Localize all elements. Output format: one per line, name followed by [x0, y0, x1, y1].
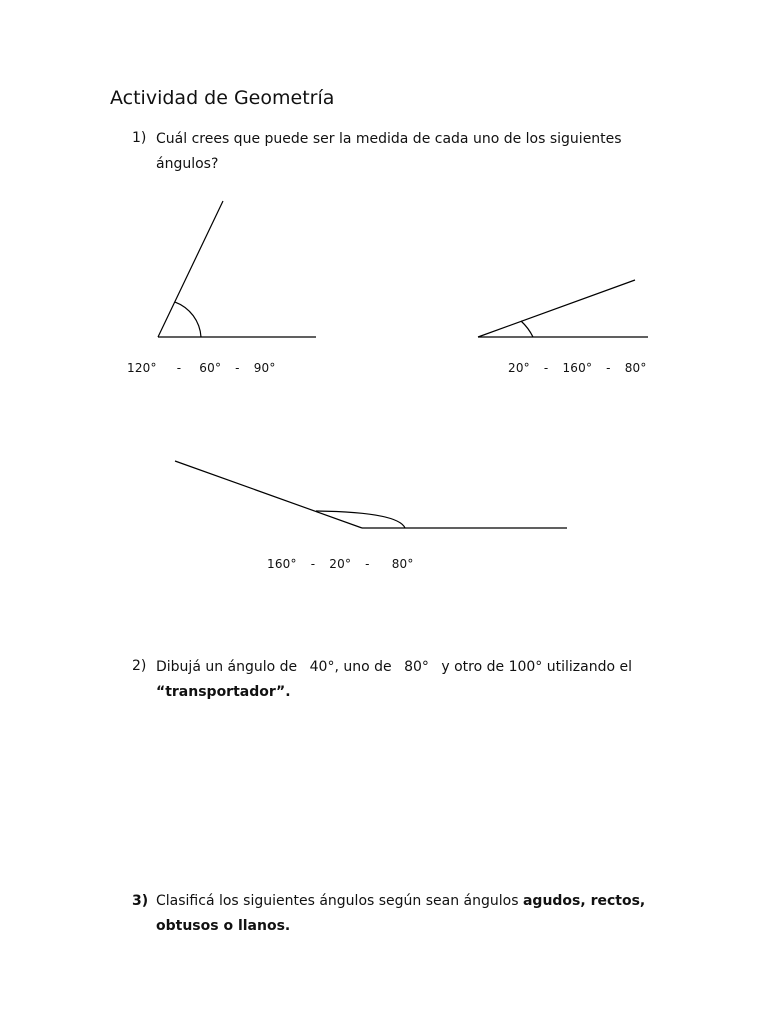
question-1-number: 1) [132, 130, 147, 146]
question-1-line-2: ángulos? [156, 156, 219, 172]
question-2-text [156, 655, 656, 705]
angle-c-second-ray [175, 461, 362, 528]
question-3-number: 3) [132, 893, 149, 909]
angle-b-option-1: 20° [508, 361, 530, 375]
angle-b-option-2: 160° [562, 361, 593, 375]
question-2-text-b: uno de [343, 659, 392, 675]
question-1-line-1: Cuál crees que puede ser la medida de cada uno de los siguientes [156, 131, 622, 147]
question-3-bold-b: obtusos o llanos. [156, 918, 291, 934]
angle-c-option-1: 160° [267, 557, 297, 571]
question-2-text-c: y otro de [441, 659, 505, 675]
angle-a-option-3: 90° [253, 361, 276, 375]
question-2-value-2: 80° [404, 659, 429, 675]
question-2-tool: “transportador”. [156, 684, 291, 700]
question-3-bold-a: agudos, rectos, [522, 893, 646, 909]
angle-c-arc [316, 511, 405, 528]
angle-a-option-1: 120° [127, 361, 157, 375]
angle-c-options [267, 557, 414, 571]
question-3-text-a: Clasificá los siguientes ángulos según sean ángulos [156, 893, 519, 909]
angle-c-option-3: 80° [391, 557, 414, 571]
question-2-line-1 [156, 655, 656, 680]
angle-c-separator-2: - [365, 557, 370, 571]
question-3-text [156, 889, 656, 939]
angle-c-figure [175, 461, 567, 528]
question-2-text-d: utilizando el [546, 659, 632, 675]
angle-b-option-3: 80° [624, 361, 647, 375]
angle-b-arc [521, 321, 533, 337]
question-2-text-a: Dibujá un ángulo de [156, 659, 298, 675]
angle-a-option-2: 60° [199, 361, 222, 375]
angle-b-figure [478, 280, 648, 337]
angle-b-separator-1: - [543, 361, 549, 375]
angle-a-options [127, 361, 276, 375]
angle-a-arc [175, 302, 201, 337]
angle-c-option-2: 20° [329, 557, 352, 571]
question-3-line-1 [156, 889, 656, 914]
angle-c-separator-1: - [310, 557, 316, 571]
angle-a-separator-2: - [235, 361, 240, 375]
angle-a-separator-1: - [176, 361, 182, 375]
question-2-value-1: 40°, [309, 659, 339, 675]
question-2-number: 2) [132, 658, 147, 674]
angle-a-second-ray [158, 201, 223, 337]
question-2-value-3: 100° [508, 659, 543, 675]
angle-a-figure [158, 201, 316, 337]
page-title: Actividad de Geometría [110, 87, 335, 109]
angle-b-second-ray [478, 280, 635, 337]
angle-b-options [508, 361, 647, 375]
angle-b-separator-2: - [606, 361, 611, 375]
